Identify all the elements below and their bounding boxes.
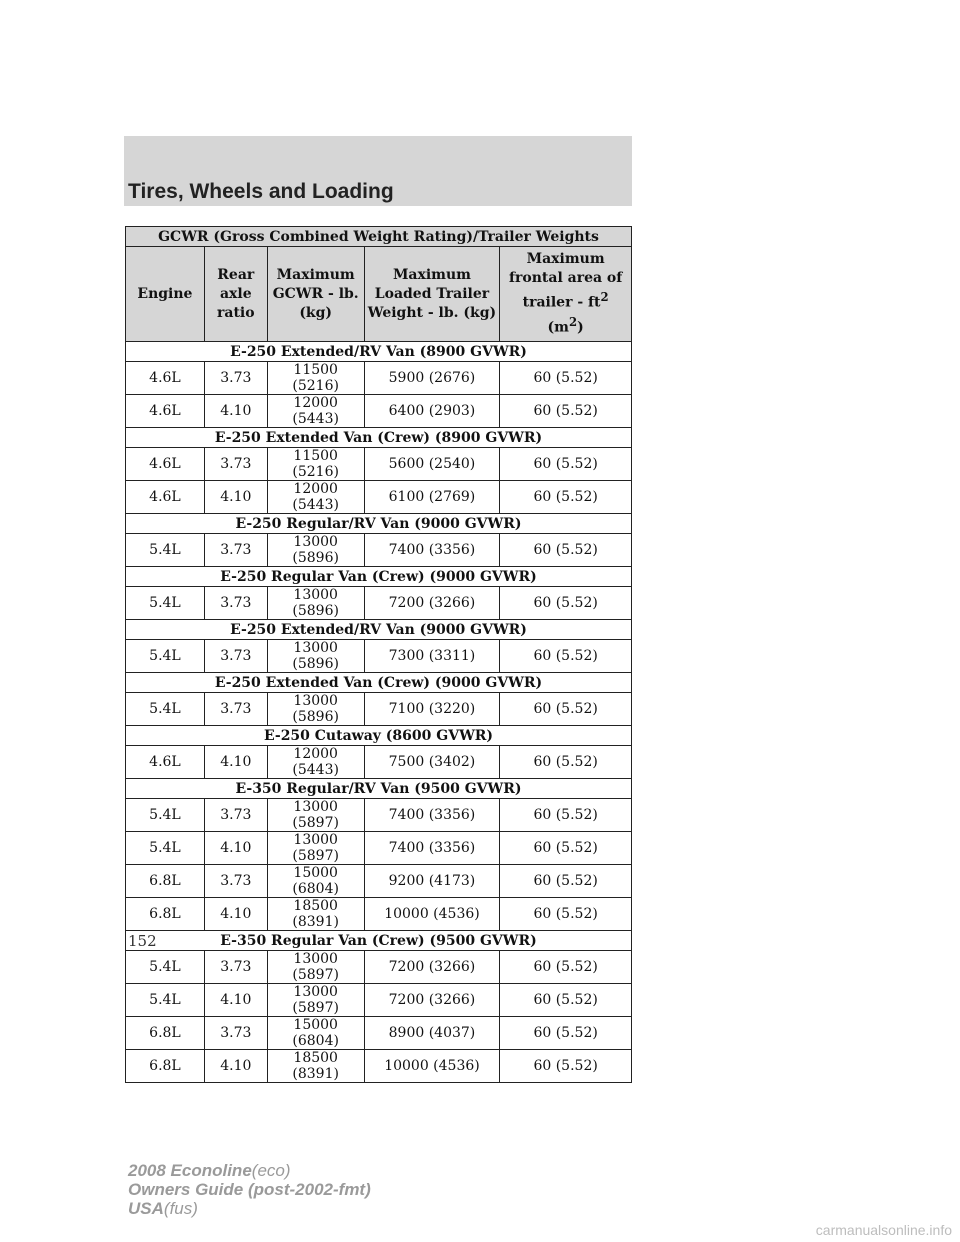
section-header-row bbox=[126, 567, 632, 587]
table-cell: 13000 (5897) bbox=[267, 832, 364, 865]
table-cell: 60 (5.52) bbox=[500, 395, 632, 428]
table-cell: 13000 (5896) bbox=[267, 640, 364, 673]
table-row bbox=[126, 693, 632, 726]
table-cell: 15000 (6804) bbox=[267, 1017, 364, 1050]
table-cell: 8900 (4037) bbox=[364, 1017, 500, 1050]
col-max-frontal-area-open: (m bbox=[547, 319, 569, 336]
table-cell: 4.6L bbox=[126, 395, 205, 428]
table-row bbox=[126, 1017, 632, 1050]
table-cell: 18500 (8391) bbox=[267, 1050, 364, 1083]
table-cell: 5.4L bbox=[126, 832, 205, 865]
table-cell: 7100 (3220) bbox=[364, 693, 500, 726]
table-cell: 10000 (4536) bbox=[364, 1050, 500, 1083]
table-cell: 13000 (5897) bbox=[267, 984, 364, 1017]
col-max-frontal-area bbox=[500, 247, 632, 342]
table-cell: 5.4L bbox=[126, 951, 205, 984]
col-max-frontal-area-sup-ft: 2 bbox=[600, 290, 609, 305]
table-cell: 12000 (5443) bbox=[267, 481, 364, 514]
col-engine: Engine bbox=[126, 247, 205, 342]
table-cell: 60 (5.52) bbox=[500, 984, 632, 1017]
footer-line-2 bbox=[128, 1180, 371, 1199]
section-title-cell: E-250 Regular/RV Van (9000 GVWR) bbox=[126, 514, 632, 534]
footer-market: USA bbox=[128, 1199, 164, 1218]
table-cell: 60 (5.52) bbox=[500, 898, 632, 931]
section-title-cell: E-350 Regular Van (Crew) (9500 GVWR) bbox=[126, 931, 632, 951]
table-cell: 7400 (3356) bbox=[364, 832, 500, 865]
table-cell: 9200 (4173) bbox=[364, 865, 500, 898]
table-cell: 60 (5.52) bbox=[500, 951, 632, 984]
table-cell: 7200 (3266) bbox=[364, 951, 500, 984]
table-row bbox=[126, 799, 632, 832]
section-header-row bbox=[126, 931, 632, 951]
section-title-cell: E-250 Extended/RV Van (9000 GVWR) bbox=[126, 620, 632, 640]
table-cell: 7200 (3266) bbox=[364, 984, 500, 1017]
footer-model-code: (eco) bbox=[251, 1161, 291, 1180]
table-row bbox=[126, 865, 632, 898]
table-cell: 12000 (5443) bbox=[267, 395, 364, 428]
table-row bbox=[126, 1050, 632, 1083]
table-cell: 6.8L bbox=[126, 898, 205, 931]
page-number: 152 bbox=[128, 932, 157, 950]
table-cell: 7300 (3311) bbox=[364, 640, 500, 673]
table-cell: 13000 (5896) bbox=[267, 693, 364, 726]
column-header-row bbox=[126, 247, 632, 342]
table-cell: 4.10 bbox=[204, 832, 267, 865]
section-title-cell: E-250 Extended/RV Van (8900 GVWR) bbox=[126, 342, 632, 362]
table-cell: 60 (5.52) bbox=[500, 481, 632, 514]
table-cell: 3.73 bbox=[204, 534, 267, 567]
section-header-band bbox=[124, 136, 632, 206]
section-header-row bbox=[126, 779, 632, 799]
table-cell: 7200 (3266) bbox=[364, 587, 500, 620]
col-max-gcwr: Maximum GCWR - lb. (kg) bbox=[267, 247, 364, 342]
table-cell: 4.6L bbox=[126, 448, 205, 481]
col-max-frontal-area-sup-m: 2 bbox=[568, 315, 578, 329]
section-header-row bbox=[126, 620, 632, 640]
table-cell: 4.10 bbox=[204, 481, 267, 514]
table-cell: 10000 (4536) bbox=[364, 898, 500, 931]
section-title-cell: E-350 Regular/RV Van (9500 GVWR) bbox=[126, 779, 632, 799]
section-title-cell: E-250 Cutaway (8600 GVWR) bbox=[126, 726, 632, 746]
table-cell: 4.10 bbox=[204, 395, 267, 428]
table-title: GCWR (Gross Combined Weight Rating)/Trailer Weights bbox=[126, 227, 632, 247]
table-row bbox=[126, 898, 632, 931]
table-cell: 13000 (5897) bbox=[267, 951, 364, 984]
table-cell: 60 (5.52) bbox=[500, 746, 632, 779]
table-cell: 3.73 bbox=[204, 799, 267, 832]
table-cell: 60 (5.52) bbox=[500, 1050, 632, 1083]
table-row bbox=[126, 587, 632, 620]
section-header-row bbox=[126, 342, 632, 362]
table-row bbox=[126, 951, 632, 984]
table-cell: 60 (5.52) bbox=[500, 1017, 632, 1050]
table-cell: 7400 (3356) bbox=[364, 799, 500, 832]
table-cell: 6.8L bbox=[126, 1017, 205, 1050]
table-cell: 4.6L bbox=[126, 481, 205, 514]
footer-line-1 bbox=[128, 1161, 371, 1180]
table-cell: 5.4L bbox=[126, 984, 205, 1017]
table-cell: 5.4L bbox=[126, 640, 205, 673]
table-row bbox=[126, 832, 632, 865]
section-header-row bbox=[126, 726, 632, 746]
gcwr-trailer-weights-table bbox=[125, 226, 632, 1083]
col-rear-axle-ratio: Rear axle ratio bbox=[204, 247, 267, 342]
table-cell: 5.4L bbox=[126, 587, 205, 620]
table-cell: 60 (5.52) bbox=[500, 693, 632, 726]
table-cell: 11500 (5216) bbox=[267, 448, 364, 481]
table-cell: 3.73 bbox=[204, 1017, 267, 1050]
table-cell: 5.4L bbox=[126, 693, 205, 726]
col-max-loaded-trailer-weight: Maximum Loaded Trailer Weight - lb. (kg) bbox=[364, 247, 500, 342]
table-row bbox=[126, 746, 632, 779]
table-cell: 3.73 bbox=[204, 951, 267, 984]
table-title-row bbox=[126, 227, 632, 247]
footer-line-3 bbox=[128, 1199, 371, 1218]
section-header-row bbox=[126, 428, 632, 448]
footer-model: 2008 Econoline bbox=[128, 1161, 252, 1180]
section-header-row bbox=[126, 514, 632, 534]
table-cell: 6400 (2903) bbox=[364, 395, 500, 428]
table-cell: 60 (5.52) bbox=[500, 587, 632, 620]
table-body bbox=[126, 342, 632, 1083]
table-cell: 3.73 bbox=[204, 693, 267, 726]
table-cell: 5.4L bbox=[126, 534, 205, 567]
table-row bbox=[126, 984, 632, 1017]
table-cell: 13000 (5896) bbox=[267, 534, 364, 567]
table-cell: 6.8L bbox=[126, 865, 205, 898]
col-max-frontal-area-close: ) bbox=[577, 319, 584, 336]
table-cell: 4.10 bbox=[204, 746, 267, 779]
table-cell: 18500 (8391) bbox=[267, 898, 364, 931]
footer-guide-name: Owners Guide (post-2002-fmt) bbox=[128, 1180, 371, 1199]
table-cell: 60 (5.52) bbox=[500, 832, 632, 865]
table-cell: 12000 (5443) bbox=[267, 746, 364, 779]
table-cell: 6.8L bbox=[126, 1050, 205, 1083]
section-title-cell: E-250 Regular Van (Crew) (9000 GVWR) bbox=[126, 567, 632, 587]
table-cell: 60 (5.52) bbox=[500, 865, 632, 898]
table-row bbox=[126, 481, 632, 514]
table-cell: 60 (5.52) bbox=[500, 362, 632, 395]
table-cell: 5.4L bbox=[126, 799, 205, 832]
table-cell: 6100 (2769) bbox=[364, 481, 500, 514]
watermark: carmanualsonline.info bbox=[815, 1222, 952, 1238]
table-cell: 5600 (2540) bbox=[364, 448, 500, 481]
section-title-cell: E-250 Extended Van (Crew) (8900 GVWR) bbox=[126, 428, 632, 448]
table-cell: 60 (5.52) bbox=[500, 448, 632, 481]
table-cell: 4.10 bbox=[204, 984, 267, 1017]
table-cell: 3.73 bbox=[204, 448, 267, 481]
table-row bbox=[126, 534, 632, 567]
table-row bbox=[126, 395, 632, 428]
document-footer bbox=[128, 1161, 371, 1218]
table-cell: 4.10 bbox=[204, 1050, 267, 1083]
section-title: Tires, Wheels and Loading bbox=[128, 180, 394, 203]
table-cell: 5900 (2676) bbox=[364, 362, 500, 395]
table-cell: 3.73 bbox=[204, 362, 267, 395]
section-header-row bbox=[126, 673, 632, 693]
table-row bbox=[126, 640, 632, 673]
footer-market-code: (fus) bbox=[163, 1199, 198, 1218]
table-cell: 11500 (5216) bbox=[267, 362, 364, 395]
table-cell: 7400 (3356) bbox=[364, 534, 500, 567]
table-cell: 4.6L bbox=[126, 746, 205, 779]
table-cell: 60 (5.52) bbox=[500, 799, 632, 832]
table-row bbox=[126, 448, 632, 481]
table-cell: 15000 (6804) bbox=[267, 865, 364, 898]
table-cell: 4.6L bbox=[126, 362, 205, 395]
table-cell: 3.73 bbox=[204, 865, 267, 898]
table-row bbox=[126, 362, 632, 395]
table-cell: 13000 (5897) bbox=[267, 799, 364, 832]
section-title-cell: E-250 Extended Van (Crew) (9000 GVWR) bbox=[126, 673, 632, 693]
table-cell: 3.73 bbox=[204, 640, 267, 673]
table-cell: 7500 (3402) bbox=[364, 746, 500, 779]
table-cell: 60 (5.52) bbox=[500, 640, 632, 673]
table-cell: 3.73 bbox=[204, 587, 267, 620]
col-max-frontal-area-main: Maximum frontal area of trailer - ft bbox=[508, 251, 623, 311]
table-cell: 60 (5.52) bbox=[500, 534, 632, 567]
table-cell: 4.10 bbox=[204, 898, 267, 931]
table-cell: 13000 (5896) bbox=[267, 587, 364, 620]
